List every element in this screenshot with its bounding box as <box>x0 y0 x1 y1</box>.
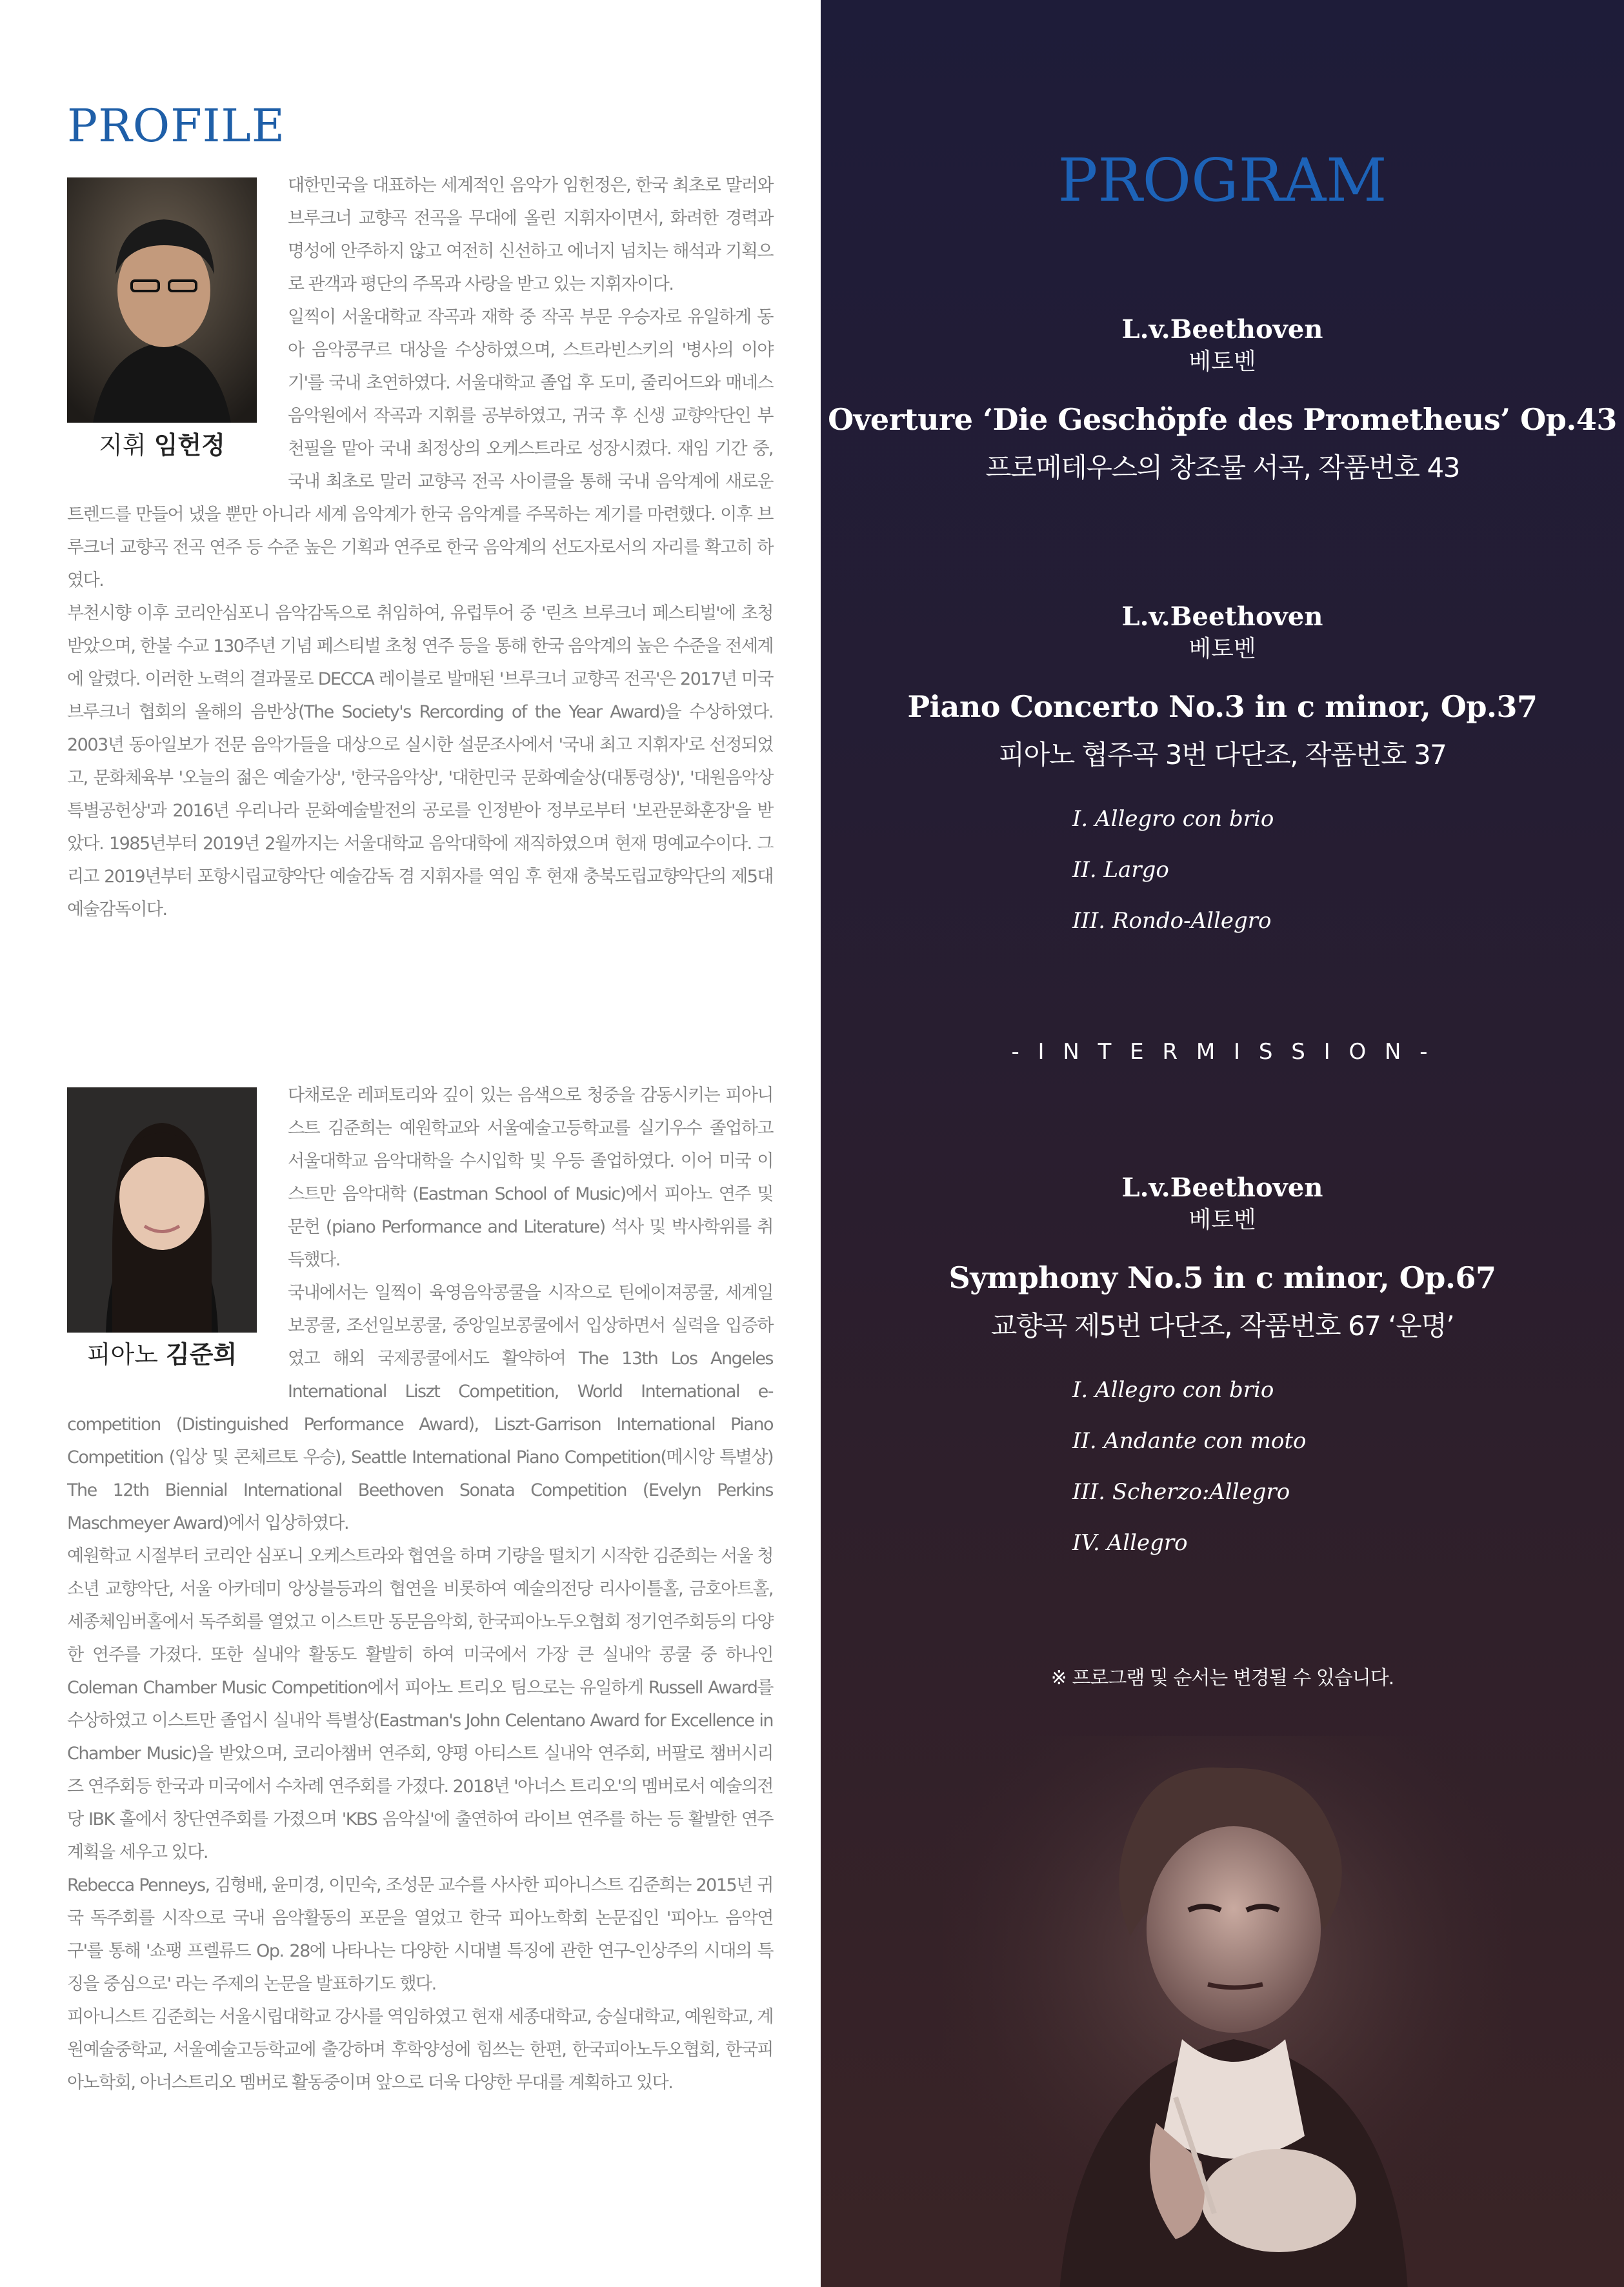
pianist-role: 피아노 <box>86 1340 158 1369</box>
work-title-kr: 프로메테우스의 창조물 서곡, 작품번호 43 <box>985 452 1459 483</box>
program-piece-symphony <box>821 1171 1624 1344</box>
conductor-bio-paragraph: 일찍이 서울대학교 작곡과 재학 중 작곡 부문 우승자로 유일하게 동아 음악콩쿠르 대상을 수상하였으며, 스트라빈스키의 '병사의 이야기'를 국내 초연하였다. 서울대학교 졸업 후 도미, 줄리어드와 매네스 음악원에서 작곡과 지휘를 공부하였고, 귀국 후 신생 교향악단인 부천필을 맡아 국내 최정상의 오케스트라로 성장시켰다. 재임 기간 중, 국내 최초로 말러 교향곡 전곡 사이클을 통해 국내 음악계에 새로운 트렌드를 만들어 냈을 뿐만 아니라 세계 음악계가 한국 음악계를 주목하는 계기를 마련했다. 이후 브루크너 교향곡 전곡 연주 등 수준 높은 기획과 연주로 한국 음악계의 선도자로서의 자리를 확고히 하였다. <box>67 307 773 590</box>
composer-name-kr: 베토벤 <box>1188 348 1256 375</box>
movement-item: IV. Allegro <box>1072 1530 1188 1556</box>
program-panel <box>821 0 1624 2287</box>
work-title: Piano Concerto No.3 in c minor, Op.37 <box>907 689 1538 724</box>
movement-item: II. Andante con moto <box>1072 1428 1307 1454</box>
composer-name: L.v.Beethoven <box>1121 314 1323 345</box>
program-heading: PROGRAM <box>1058 146 1387 215</box>
pianist-bio-paragraph: 예원학교 시절부터 코리안 심포니 오케스트라와 협연을 하며 기량을 떨치기 시작한 김준희는 서울 청소년 교향악단, 서울 아카데미 앙상블등과의 협연을 비롯하여 예술의전당 리사이틀홀, 금호아트홀, 세종체임버홀에서 독주회를 열었고 이스트만 동문음악회, 한국피아노두오협회 정기연주회등의 다양한 연주를 가졌다. 또한 실내악 활동도 활발히 하여 미국에서 가장 큰 실내악 콩쿨 중 하나인 Coleman Chamber Music Competition에서 피아노 트리오 팀으로는 유일하게 Russell Award를 수상하였고 이스트만 졸업시 실내악 특별상(Eastman's John Celentano Award for Excellence in Chamber Music)을 받았으며, 코리아챔버 연주회, 양평 아티스트 실내악 연주회, 버팔로 챔버시리즈 연주회등 한국과 미국에서 수차례 연주회를 가졌다. 2018년 '아너스 트리오'의 멤버로서 예술의전당 IBK 홀에서 창단연주회를 가졌으며 'KBS 음악실'에 출연하여 라이브 연주를 하는 등 활발한 연주 계획을 세우고 있다. <box>67 1546 773 1862</box>
pianist-bio-paragraph: 다채로운 레퍼토리와 깊이 있는 음색으로 청중을 감동시키는 피아니스트 김준희는 예원학교와 서울예술고등학교를 실기우수 졸업하고 서울대학교 음악대학을 수시입학 및 우등 졸업하였다. 이어 미국 이스트만 음악대학 (Eastman School of Music)에서 피아노 연주 및 문헌 (piano Performance and Literature) 석사 및 박사학위를 취득했다. <box>288 1085 773 1270</box>
work-title-kr: 교향곡 제5번 다단조, 작품번호 67 ‘운명’ <box>990 1310 1454 1342</box>
pianist-bio-paragraph: 피아니스트 김준희는 서울시립대학교 강사를 역임하였고 현재 세종대학교, 숭실대학교, 예원학교, 계원예술중학교, 서울예술고등학교에 출강하며 후학양성에 힘쓰는 한편, 한국피아노두오협회, 한국피아노학회, 아너스트리오 멤버로 활동중이며 앞으로 더욱 다양한 무대를 계획하고 있다. <box>67 2007 773 2093</box>
movement-item: I. Allegro con brio <box>1072 806 1274 832</box>
symphony-movements <box>1072 1365 1307 1569</box>
program-piece-concerto <box>821 600 1624 773</box>
movement-item: III. Rondo-Allegro <box>1072 908 1272 934</box>
conductor-role: 지휘 <box>99 431 146 459</box>
profile-heading: PROFILE <box>67 99 285 152</box>
composer-name: L.v.Beethoven <box>1121 1173 1323 1203</box>
pianist-bio <box>67 1079 773 2099</box>
program-piece-overture <box>821 313 1624 486</box>
work-title-kr: 피아노 협주곡 3번 다단조, 작품번호 37 <box>998 739 1447 771</box>
intermission-label: - I N T E R M I S S I O N - <box>1011 1039 1434 1065</box>
pianist-name: 김준희 <box>166 1340 237 1369</box>
movement-item: II. Largo <box>1072 857 1169 883</box>
pianist-bio-paragraph: 국내에서는 일찍이 육영음악콩쿨을 시작으로 틴에이져콩쿨, 세계일보콩쿨, 조선일보콩쿨, 중앙일보콩쿨에서 입상하면서 실력을 입증하였고 해외 국제콩쿨에서도 활약하여 The 13th Los Angeles International Liszt Competition, World International e-competition (Distinguished Performance Award), Liszt-Garrison International Piano Competition (입상 및 콘체르토 우승), Seattle International Piano Competition(메시앙 특별상) The 12th Biennial International Beethoven Sonata Competition (Evelyn Perkins Maschmeyer Award)에서 입상하였다. <box>67 1283 773 1533</box>
conductor-bio <box>67 169 773 926</box>
movement-item: III. Scherzo:Allegro <box>1072 1479 1290 1505</box>
composer-name-kr: 베토벤 <box>1188 636 1256 662</box>
beethoven-portrait <box>943 1736 1511 2287</box>
conductor-bio-paragraph: 대한민국을 대표하는 세계적인 음악가 임헌정은, 한국 최초로 말러와 브루크너 교향곡 전곡을 무대에 올린 지휘자이면서, 화려한 경력과 명성에 안주하지 않고 여전히 신선하고 에너지 넘치는 해석과 기획으로 관객과 평단의 주목과 사랑을 받고 있는 지휘자이다. <box>288 176 773 294</box>
conductor-float-spacer <box>67 169 267 476</box>
conductor-name: 임헌정 <box>154 431 225 459</box>
composer-name-kr: 베토벤 <box>1188 1207 1256 1233</box>
work-title: Symphony No.5 in c minor, Op.67 <box>948 1260 1496 1295</box>
movement-item: I. Allegro con brio <box>1072 1377 1274 1403</box>
composer-name: L.v.Beethoven <box>1121 601 1323 632</box>
pianist-bio-paragraph: Rebecca Penneys, 김형배, 윤미경, 이민숙, 조성문 교수를 사사한 피아니스트 김준희는 2015년 귀국 독주회를 시작으로 국내 음악활동의 포문을 열었고 한국 피아노학회 논문집인 '피아노 음악연구'를 통해 '쇼팽 프렐류드 Op. 28에 나타나는 다양한 시대별 특징에 관한 연구-인상주의 시대의 특징을 중심으로' 라는 주제의 논문을 발표하기도 했다. <box>67 1875 773 1994</box>
work-title: Overture ‘Die Geschöpfe des Prometheus’ Op.43 <box>828 402 1617 437</box>
pianist-float-spacer <box>67 1079 267 1386</box>
conductor-bio-paragraph: 부천시향 이후 코리안심포니 음악감독으로 취임하여, 유럽투어 중 '린츠 브루크너 페스티벌'에 초청받았으며, 한불 수교 130주년 기념 페스티벌 초청 연주 등을 통해 한국 음악계의 높은 수준을 전세계에 알렸다. 이러한 노력의 결과물로 DECCA 레이블로 발매된 '브루크너 교향곡 전곡'은 2017년 미국 브루크너 협회의 올해의 음반상(The Society's Rercording of the Year Award)을 수상하였다. 2003년 동아일보가 전문 음악가들을 대상으로 실시한 설문조사에서 '국내 최고 지휘자'로 선정되었고, 문화체육부 '오늘의 젊은 예술가상', '한국음악상', '대한민국 문화예술상(대통령상)', '대원음악상 특별공헌상'과 2016년 우리나라 문화예술발전의 공로를 인정받아 정부로부터 '보관문화훈장'을 받았다. 1985년부터 2019년 2월까지는 서울대학교 음악대학에 재직하였으며 현재 명예교수이다. 그리고 2019년부터 포항시립교향악단 예술감독 겸 지휘자를 역임 후 현재 충북도립교향악단의 제5대 예술감독이다. <box>67 603 773 920</box>
program-change-notice: ※ 프로그램 및 순서는 변경될 수 있습니다. <box>1050 1667 1394 1689</box>
concerto-movements <box>1072 794 1274 947</box>
